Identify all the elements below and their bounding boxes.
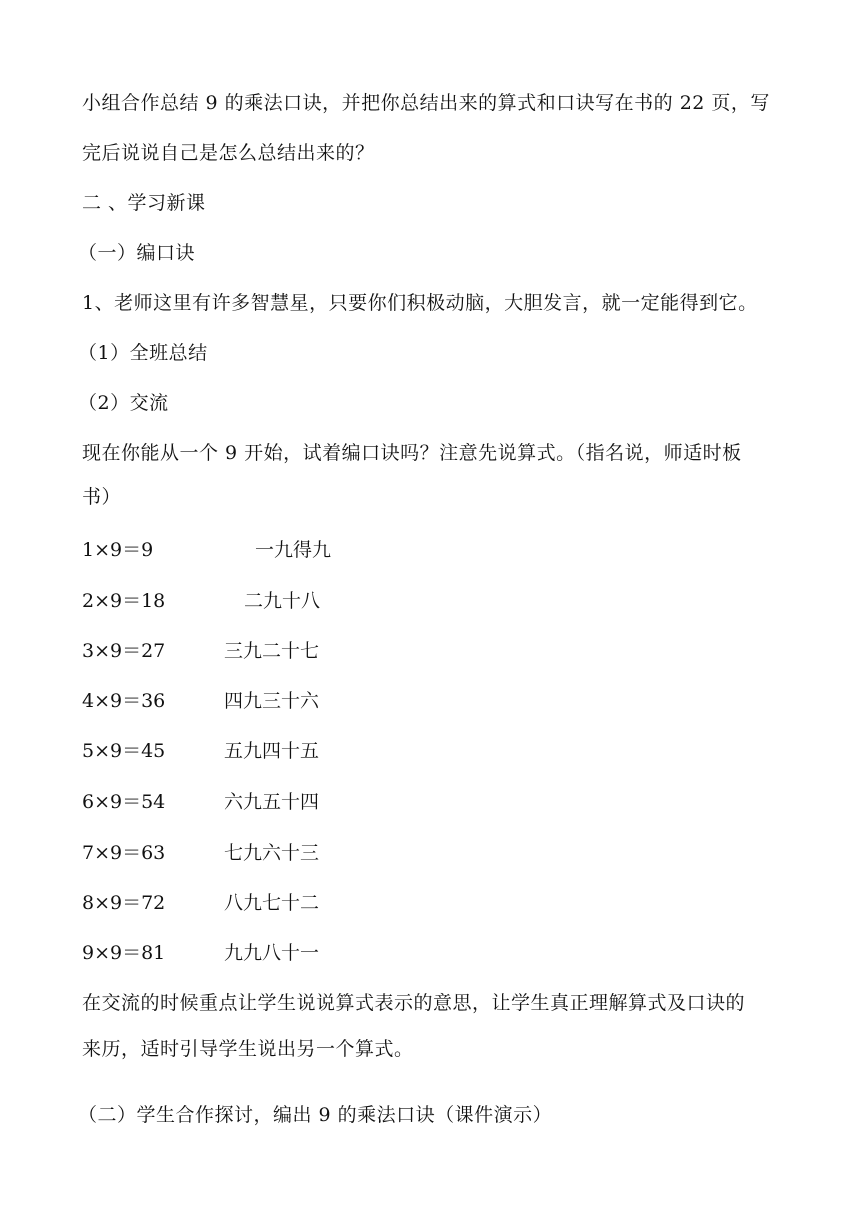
table-row	[82, 588, 321, 614]
table-row	[82, 537, 332, 563]
rhyme: 六九五十四	[224, 791, 320, 813]
intro-line-2: 完后说说自己是怎么总结出来的？	[82, 142, 375, 164]
note-line-1: 在交流的时候重点让学生说说算式表示的意思，让学生真正理解算式及口诀的	[82, 992, 746, 1014]
rhyme: 四九三十六	[224, 690, 320, 712]
subsection-heading-2: （二）学生合作探讨，编出 9 的乘法口诀（课件演示）	[78, 1104, 553, 1126]
table-row	[82, 840, 320, 866]
subsection-heading-1: （一）编口诀	[78, 242, 196, 264]
note-line-2: 来历，适时引导学生说出另一个算式。	[82, 1038, 414, 1060]
table-row	[82, 789, 320, 815]
step-2: （2）交流	[78, 392, 169, 414]
table-row	[82, 890, 320, 916]
rhyme: 五九四十五	[224, 740, 320, 762]
formula: 5×9＝45	[82, 740, 166, 762]
prompt-line-2: 书）	[82, 486, 122, 508]
formula: 7×9＝63	[82, 842, 166, 864]
table-row	[82, 688, 320, 714]
rhyme: 九九八十一	[224, 942, 320, 964]
formula: 8×9＝72	[82, 892, 166, 914]
section-heading: 二 、学习新课	[82, 192, 206, 214]
formula: 9×9＝81	[82, 942, 166, 964]
rhyme: 七九六十三	[224, 842, 320, 864]
formula: 3×9＝27	[82, 640, 166, 662]
prompt-line-1: 现在你能从一个 9 开始，试着编口诀吗？注意先说算式。（指名说，师适时板	[82, 442, 742, 464]
table-row	[82, 638, 320, 664]
intro-line-1: 小组合作总结 9 的乘法口诀，并把你总结出来的算式和口诀写在书的 22 页，写	[82, 92, 770, 114]
rhyme: 一九得九	[255, 539, 332, 561]
formula: 6×9＝54	[82, 791, 166, 813]
rhyme: 二九十八	[244, 590, 321, 612]
rhyme: 八九七十二	[224, 892, 320, 914]
table-row	[82, 738, 320, 764]
step-1: （1）全班总结	[78, 342, 208, 364]
formula: 2×9＝18	[82, 590, 166, 612]
formula: 4×9＝36	[82, 690, 166, 712]
item-paragraph: 1、老师这里有许多智慧星，只要你们积极动脑，大胆发言，就一定能得到它。	[82, 292, 758, 314]
rhyme: 三九二十七	[224, 640, 320, 662]
formula: 1×9＝9	[82, 539, 154, 561]
table-row	[82, 940, 320, 966]
